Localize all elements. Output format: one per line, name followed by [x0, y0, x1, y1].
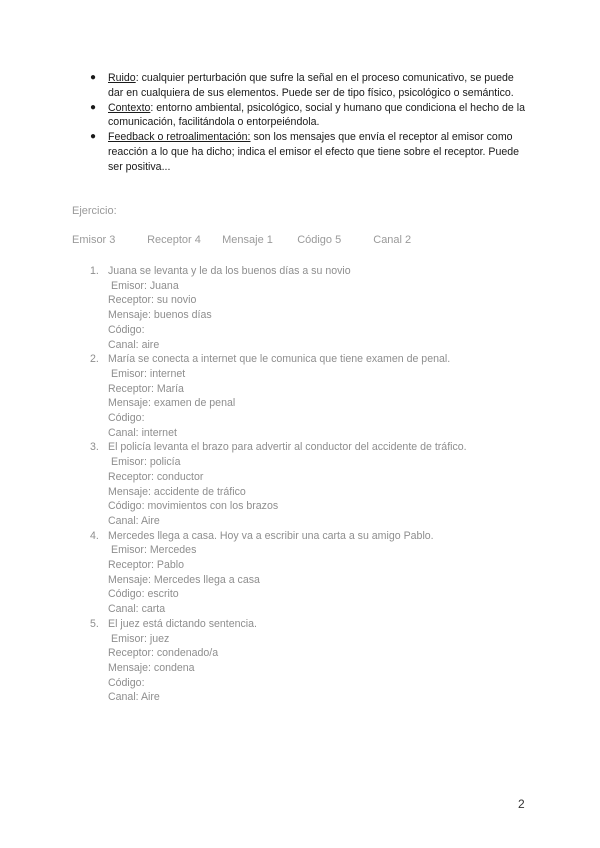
item-emisor: Emisor: policía: [111, 456, 181, 469]
count-receptor: Receptor 4: [147, 234, 201, 246]
bullet-icon: ●: [90, 131, 97, 143]
item-canal: Canal: carta: [108, 603, 166, 616]
exercise-list: [90, 264, 530, 705]
count-canal: Canal 2: [373, 234, 412, 246]
item-sentence: Mercedes llega a casa. Hoy va a escribir una carta a su amigo Pablo.: [108, 529, 434, 542]
item-mensaje: Mensaje: Mercedes llega a casa: [108, 573, 260, 586]
item-sentence: El juez está dictando sentencia.: [108, 617, 257, 630]
item-mensaje: Mensaje: buenos días: [108, 309, 212, 322]
list-item: [90, 617, 530, 705]
item-canal: Canal: aire: [108, 338, 160, 351]
definition-feedback: [90, 130, 530, 174]
item-number: 1.: [90, 265, 99, 277]
list-item: [90, 440, 530, 528]
item-receptor: Receptor: condenado/a: [108, 647, 219, 660]
item-codigo: Código:: [108, 412, 145, 425]
count-codigo: Código 5: [297, 234, 342, 246]
exercise-label: Ejercicio:: [72, 205, 117, 217]
item-number: 5.: [90, 617, 99, 630]
bullet-icon: ●: [90, 72, 97, 83]
list-item: [90, 529, 530, 617]
count-mensaje: Mensaje 1: [222, 234, 273, 246]
definition-ruido: [90, 71, 530, 101]
item-emisor: Emisor: Juana: [111, 279, 179, 292]
item-sentence: Juana se levanta y le da los buenos días a su novio: [108, 265, 351, 277]
item-canal: Canal: internet: [108, 426, 177, 439]
item-receptor: Receptor: su novio: [108, 294, 197, 307]
item-number: 3.: [90, 441, 99, 454]
definition-text: son los mensajes que envía el receptor al emisor como reacción a lo que ha dicho; indica el emisor el efecto que tiene sobre el receptor. Puede ser positiva...: [108, 131, 520, 173]
definition-contexto: [90, 101, 530, 131]
definition-text: : cualquier perturbación que sufre la señal en el proceso comunicativo, se puede dar en cualquiera de sus elementos. Puede ser de tipo físico, psicológico o semántico.: [108, 72, 514, 99]
item-number: 2.: [90, 353, 99, 366]
item-sentence: El policía levanta el brazo para advertir al conductor del accidente de tráfico.: [108, 441, 467, 454]
list-item: [90, 352, 530, 440]
item-sentence: María se conecta a internet que le comunica que tiene examen de penal.: [108, 353, 451, 366]
item-emisor: Emisor: Mercedes: [111, 544, 197, 557]
page-number: 2: [518, 797, 525, 811]
definitions-list: [90, 71, 530, 175]
definition-term: Contexto: [108, 101, 151, 114]
item-emisor: Emisor: internet: [111, 367, 186, 380]
item-codigo: Código:: [108, 676, 145, 689]
list-item: [90, 264, 530, 352]
item-codigo: Código: escrito: [108, 588, 179, 601]
definition-text: : entorno ambiental, psicológico, social y humano que condiciona el hecho de la comunicación, facilitándola o entorpeiéndola.: [108, 101, 525, 129]
item-canal: Canal: Aire: [108, 691, 160, 704]
item-receptor: Receptor: conductor: [108, 470, 204, 483]
count-emisor: Emisor 3: [72, 234, 116, 246]
item-number: 4.: [90, 529, 99, 542]
element-counts: [72, 234, 411, 246]
item-mensaje: Mensaje: examen de penal: [108, 397, 236, 410]
bullet-icon: ●: [90, 101, 97, 113]
item-receptor: Receptor: María: [108, 382, 184, 395]
item-emisor: Emisor: juez: [111, 632, 170, 645]
item-canal: Canal: Aire: [108, 514, 160, 527]
item-codigo: Código:: [108, 323, 145, 336]
definition-term: Ruido: [108, 72, 136, 84]
item-mensaje: Mensaje: accidente de tráfico: [108, 485, 246, 498]
definition-term: Feedback o retroalimentación:: [108, 131, 251, 144]
item-codigo: Código: movimientos con los brazos: [108, 500, 279, 513]
item-mensaje: Mensaje: condena: [108, 661, 195, 674]
item-receptor: Receptor: Pablo: [108, 559, 184, 572]
